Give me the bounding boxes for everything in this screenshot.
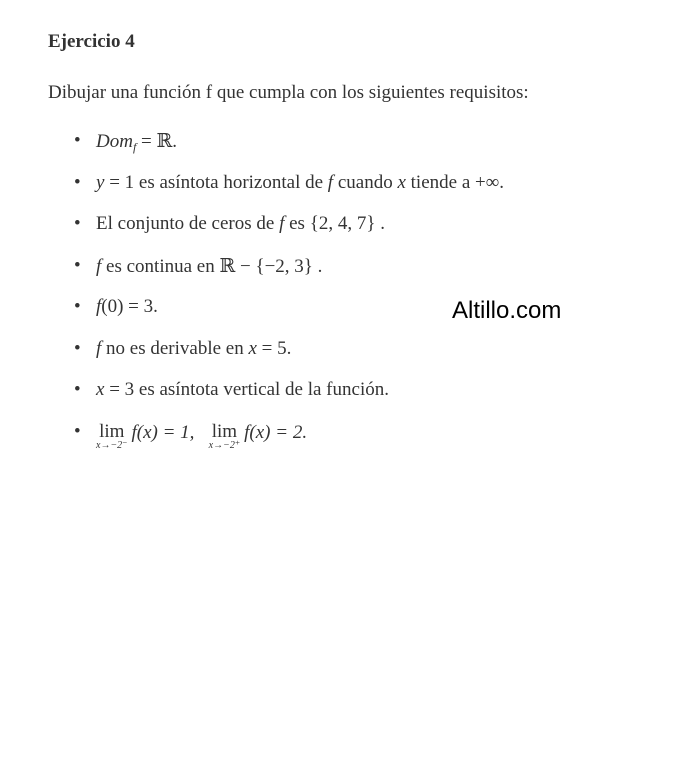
math-text: f [96,296,102,317]
math-text: x [96,379,105,400]
limit-subscript: x→−2⁻ [96,439,128,451]
limit-operator [209,422,240,451]
math-subscript: f [132,140,137,154]
math-text: f [327,171,334,193]
bullet-icon: • [74,337,81,359]
requirement-text: = 3 es asíntota vertical de la función. [104,379,389,400]
bullet-icon: • [74,254,81,276]
requirement-text: no es derivable en [101,337,249,359]
requirement-value-at-zero [74,296,504,338]
exercise-intro: Dibujar una función f que cumpla con los siguientes requisitos: [48,82,529,103]
math-text: Dom [96,131,133,152]
requirement-not-differentiable [74,338,504,380]
requirement-zeros [74,213,504,255]
requirement-vertical-asymptote [74,379,504,421]
math-text: f [96,337,102,359]
requirement-text: es continua en ℝ − {−2, 3} . [101,255,323,277]
math-text: f [96,255,102,277]
requirement-text: es {2, 4, 7} . [284,213,385,234]
limit-word: lim [99,420,125,442]
math-text: x [248,337,257,359]
requirement-text: = 5. [256,337,292,359]
math-text: f [279,213,285,234]
requirement-text: = ℝ. [136,131,178,152]
limit-word: lim [211,420,238,442]
requirement-text: (0) = 3. [101,296,158,317]
requirement-text: tiende a +∞. [405,171,505,193]
bullet-icon: • [74,213,81,234]
bullet-icon: • [74,130,81,151]
limit-subscript: x→−2⁺ [208,439,241,451]
watermark-text: Altillo.com [452,297,562,324]
requirements-list [74,130,504,462]
bullet-icon: • [74,171,81,193]
requirement-text: El conjunto de ceros de [96,213,280,234]
math-text: y [96,171,105,193]
limit-expression: f(x) = 1, [131,421,195,443]
requirement-domain [74,130,504,172]
exercise-title: Ejercicio 4 [48,31,135,52]
bullet-icon: • [74,420,81,442]
requirement-limits [74,421,504,463]
requirement-horizontal-asymptote [74,172,504,214]
bullet-icon: • [74,296,81,317]
limit-operator [96,422,127,451]
requirement-continuity [74,255,504,297]
limit-expression-left [96,422,194,451]
requirement-text: = 1 es asíntota horizontal de [104,171,328,193]
requirement-text: cuando [333,171,398,193]
math-text: x [397,171,406,193]
bullet-icon: • [74,379,81,400]
limit-expression-right [209,422,307,451]
limit-expression: f(x) = 2. [244,421,308,443]
